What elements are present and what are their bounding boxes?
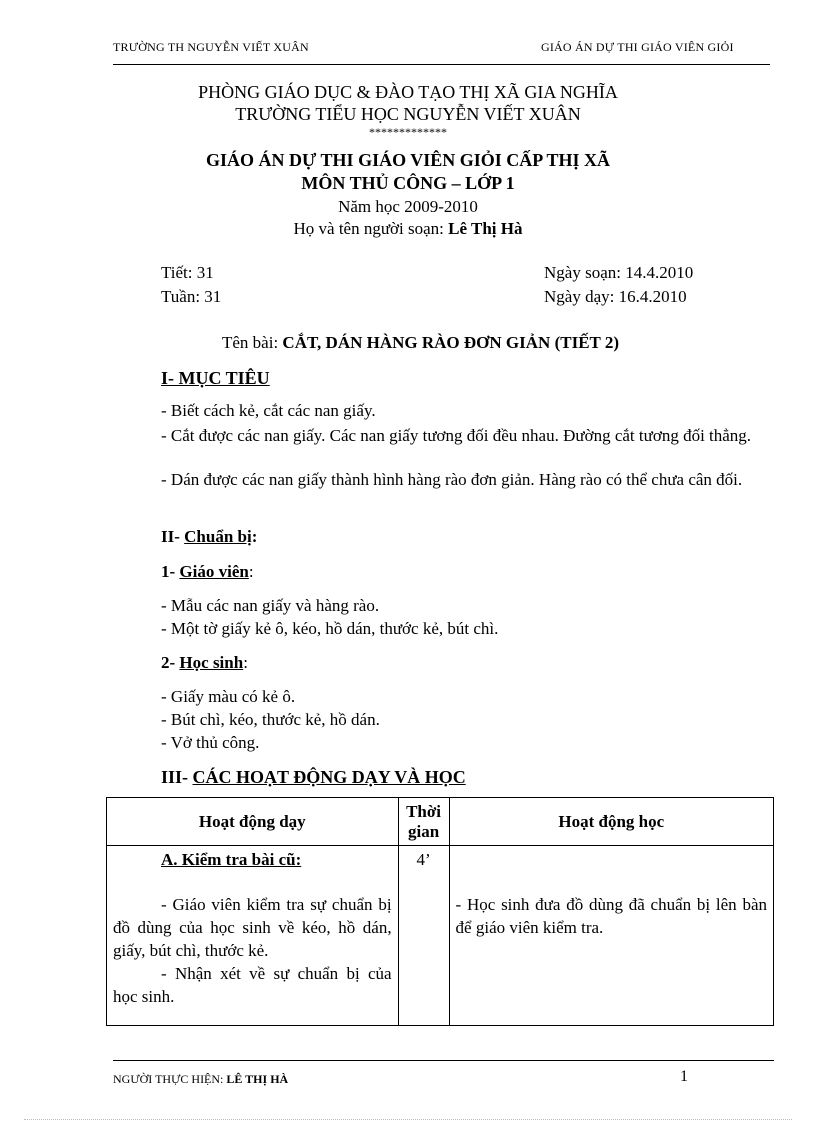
- footer-name: LÊ THỊ HÀ: [226, 1072, 289, 1086]
- title-line-2: TRƯỜNG TIỂU HỌC NGUYỄN VIẾT XUÂN: [235, 104, 581, 124]
- teaching-title: [107, 848, 398, 871]
- lesson-label: Tên bài:: [222, 333, 283, 352]
- table-header-row: [107, 798, 774, 846]
- student-prefix: 2-: [161, 653, 180, 672]
- teacher-item: - Mẫu các nan giấy và hàng rào.: [161, 596, 380, 615]
- header-school: TRƯỜNG TH NGUYỄN VIẾT XUÂN: [113, 40, 309, 54]
- activities-table: [106, 797, 774, 1026]
- section3-heading: [161, 766, 466, 788]
- section1-heading: I- MỤC TIÊU: [161, 368, 270, 388]
- col-time-line2: gian: [407, 821, 440, 841]
- title-stars: *************: [369, 125, 447, 139]
- col-teaching: Hoạt động dạy: [107, 798, 399, 846]
- page-number: 1: [680, 1068, 688, 1085]
- teacher-prefix: 1-: [161, 562, 180, 581]
- student-item: - Giấy màu có kẻ ô.: [161, 687, 296, 706]
- teaching-cell: [107, 846, 399, 1026]
- section3-prefix: III-: [161, 767, 193, 787]
- ngay-day: Ngày dạy: 16.4.2010: [544, 287, 687, 306]
- title-line-1: PHÒNG GIÁO DỤC & ĐÀO TẠO THỊ XÃ GIA NGHĨA: [198, 82, 618, 102]
- student-heading: [161, 652, 248, 674]
- section2-prefix: II-: [161, 527, 185, 546]
- col-time-line1: Thời: [406, 801, 442, 821]
- author-label: Họ và tên người soạn:: [293, 219, 449, 238]
- teaching-paragraph: - Giáo viên kiểm tra sự chuẩn bị đồ dùng của học sinh về kéo, hồ dán, giấy, bút chì, thước kẻ.: [113, 895, 392, 960]
- col-time: [398, 798, 449, 846]
- section2-suffix: :: [251, 527, 258, 546]
- student-item: - Bút chì, kéo, thước kẻ, hồ dán.: [161, 710, 380, 729]
- time-value: 4’: [416, 850, 431, 869]
- header-rule: [113, 64, 770, 65]
- teacher-colon: :: [248, 562, 254, 581]
- section3-title: CÁC HOẠT ĐỘNG DẠY VÀ HỌC: [192, 767, 466, 787]
- school-year: Năm học 2009-2010: [338, 197, 478, 216]
- author-name: Lê Thị Hà: [448, 219, 523, 238]
- section2-title: Chuẩn bị: [184, 527, 252, 546]
- objective-item: [113, 424, 768, 447]
- lesson-title-line: [222, 332, 619, 354]
- title-line-3: GIÁO ÁN DỰ THI GIÁO VIÊN GIỎI CẤP THỊ XÃ: [206, 150, 610, 170]
- section2-heading: [161, 526, 257, 548]
- tuan-label: Tuần: 31: [161, 287, 222, 306]
- footer-label: NGƯỜI THỰC HIỆN:: [113, 1072, 227, 1086]
- objective-text: - Biết cách kẻ, cắt các nan giấy.: [161, 401, 376, 420]
- page-bottom-border: [24, 1119, 792, 1120]
- learning-paragraph: - Học sinh đưa đồ dùng đã chuẩn bị lên bàn để giáo viên kiểm tra.: [455, 895, 767, 937]
- header-doc-type: GIÁO ÁN DỰ THI GIÁO VIÊN GIỎI: [541, 40, 734, 54]
- footer-author: [113, 1072, 288, 1087]
- teacher-item: - Một tờ giấy kẻ ô, kéo, hồ dán, thước kẻ, bút chì.: [161, 619, 499, 638]
- objective-item: [113, 399, 768, 422]
- learning-cell: [449, 846, 773, 1026]
- time-cell: [398, 846, 449, 1026]
- title-line-4: MÔN THỦ CÔNG – LỚP 1: [301, 173, 515, 193]
- student-colon: :: [243, 653, 248, 672]
- table-row: [107, 846, 774, 1026]
- teacher-title: Giáo viên: [179, 562, 249, 581]
- objective-text: - Dán được các nan giấy thành hình hàng rào đơn giản. Hàng rào có thể chưa cân đối.: [161, 470, 743, 489]
- ngay-soan: Ngày soạn: 14.4.2010: [544, 263, 694, 282]
- objective-item: [113, 468, 768, 491]
- student-title: Học sinh: [179, 653, 244, 672]
- author-line: [0, 218, 816, 240]
- objective-text: - Cắt được các nan giấy. Các nan giấy tương đối đều nhau. Đường cắt tương đối thẳng.: [161, 426, 752, 445]
- col-learning: Hoạt động học: [449, 798, 773, 846]
- tiet-label: Tiết: 31: [161, 263, 214, 282]
- teacher-heading: [161, 561, 254, 583]
- lesson-title: CẮT, DÁN HÀNG RÀO ĐƠN GIẢN (TIẾT 2): [282, 333, 619, 352]
- footer-rule: [113, 1060, 774, 1061]
- teaching-paragraph: - Nhận xét về sự chuẩn bị của học sinh.: [113, 964, 392, 1006]
- student-item: - Vở thủ công.: [161, 733, 260, 752]
- teaching-title-text: A. Kiểm tra bài cũ:: [161, 850, 302, 869]
